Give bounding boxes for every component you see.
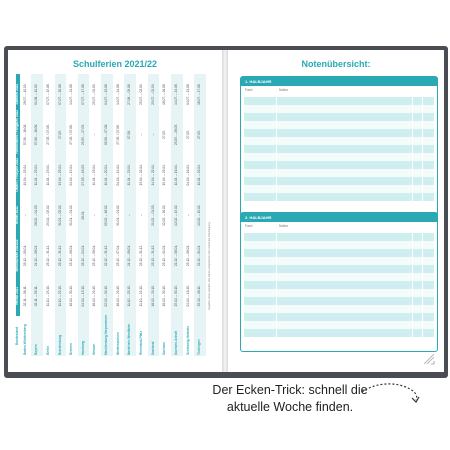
table-row xyxy=(136,74,148,356)
holiday-dates: 23.12. – 31.12. xyxy=(45,244,50,267)
holiday-dates: 21.02. – 01.03. xyxy=(148,195,160,235)
holiday-dates: 02.11. – 05.11. xyxy=(31,276,43,316)
grade-row xyxy=(244,233,434,241)
table-row xyxy=(31,74,43,356)
first-half-heading: 1. HALBJAHR xyxy=(241,77,437,86)
subject-column-label: Fach xyxy=(245,224,253,228)
holiday-dates: 18.07. – 26.08. xyxy=(162,83,167,105)
grade-row xyxy=(244,265,434,273)
holiday-dates: 24.12. – 08.01. xyxy=(124,235,136,275)
grade-row xyxy=(244,329,434,337)
holiday-dates: 18.10. – 29.10. xyxy=(92,285,97,307)
holiday-dates: 11.04. – 20.04. xyxy=(101,155,113,195)
holiday-dates: 04.10. – 16.10. xyxy=(185,285,190,307)
grade-row xyxy=(244,153,434,161)
holiday-dates: 22.12. – 01.01. xyxy=(194,235,206,275)
grade-row xyxy=(244,257,434,265)
holiday-dates: 29.01. – 05.02. xyxy=(45,204,50,226)
state-name: Hessen xyxy=(89,316,101,356)
holiday-dates: 25.07. – 02.09. xyxy=(92,83,97,105)
grade-row xyxy=(244,113,434,121)
holiday-dates: 28.07. – 10.09. xyxy=(22,83,27,105)
holiday-dates: 11.04. – 23.04. xyxy=(45,164,50,186)
holiday-dates: 23.12. – 08.01. xyxy=(185,244,190,267)
column-header: Weihnachten 2021/22 xyxy=(16,235,20,275)
holiday-dates: 23.12. – 31.12. xyxy=(139,244,144,267)
grade-box-second-half xyxy=(240,212,438,352)
holiday-dates: 27.05. / 07.06. xyxy=(69,124,74,145)
state-name: Schleswig-Holstein xyxy=(183,316,195,356)
table-row xyxy=(113,74,125,356)
holiday-dates: 28.02. – 04.03. xyxy=(31,195,43,235)
table-row xyxy=(159,74,171,356)
state-name: Mecklenburg-Vorpommern xyxy=(101,316,113,356)
holiday-dates: 31.01. – 01.02. xyxy=(69,204,74,226)
holiday-dates: 23.12. – 08.01. xyxy=(92,244,97,267)
holiday-dates: 31.01. – 05.02. xyxy=(55,195,67,235)
holiday-dates: 04.10. – 15.10. xyxy=(78,276,90,316)
holiday-dates: 11.04. – 23.04. xyxy=(124,155,136,195)
holiday-dates: – xyxy=(92,133,97,136)
grade-rows xyxy=(244,97,434,211)
holiday-dates: 07.06. – 18.06. xyxy=(22,123,27,146)
holiday-dates: 22.12. – 31.12. xyxy=(101,235,113,275)
holiday-dates: 14.07. – 24.08. xyxy=(69,83,74,105)
holiday-dates: 07.07. – 17.08. xyxy=(78,74,90,114)
holiday-dates: 15.04. – 23.04. xyxy=(162,164,167,186)
table-row xyxy=(171,74,183,356)
holiday-dates: 11.10. – 22.10. xyxy=(139,285,144,307)
holiday-dates: 25.10. – 06.11. xyxy=(194,276,206,316)
holiday-dates: 23.12. – 31.12. xyxy=(55,235,67,275)
state-name: Saarland xyxy=(148,316,160,356)
holiday-dates: 23.05. – 28.05. xyxy=(171,114,183,154)
holiday-dates: 25.07. – 02.09. xyxy=(148,74,160,114)
holiday-dates: 27.05. xyxy=(185,130,190,139)
holiday-dates: 11.10. – 23.10. xyxy=(45,285,50,307)
holiday-dates: – xyxy=(92,214,97,217)
holiday-dates: 11.04. – 23.04. xyxy=(31,155,43,195)
grade-row xyxy=(244,185,434,193)
holiday-dates: 18.10. – 29.10. xyxy=(148,276,160,316)
holidays-title: Schulferien 2021/22 xyxy=(72,59,158,69)
holiday-dates: 13.04. – 22.04. xyxy=(139,164,144,186)
table-row xyxy=(20,74,32,356)
holiday-dates: 11.10. – 23.10. xyxy=(55,276,67,316)
holiday-dates: – xyxy=(139,133,144,136)
column-header: Winter 2022 xyxy=(16,195,20,235)
grade-rows xyxy=(244,233,434,347)
table-row xyxy=(78,74,90,356)
holiday-dates: 11.04. – 22.04. xyxy=(194,155,206,195)
state-name: Berlin xyxy=(43,316,55,356)
holiday-dates: 23.12. – 01.01. xyxy=(162,244,167,267)
holiday-dates: 23.12. – 08.01. xyxy=(69,244,74,267)
holiday-dates: 23.05. – 27.05. xyxy=(78,114,90,154)
grade-row xyxy=(244,121,434,129)
grade-row xyxy=(244,145,434,153)
grade-row xyxy=(244,249,434,257)
holiday-dates: 27.05. xyxy=(55,114,67,154)
holiday-dates: 04.07. – 13.08. xyxy=(101,74,113,114)
holiday-dates: 24.12. – 08.01. xyxy=(31,235,43,275)
grade-row xyxy=(244,241,434,249)
state-name: Nordrhein-Westfalen xyxy=(124,316,136,356)
state-name: Brandenburg xyxy=(55,316,67,356)
grade-row xyxy=(244,273,434,281)
grade-row xyxy=(244,193,434,201)
column-header: Herbst 2021 xyxy=(16,276,20,316)
holiday-dates: 12.02. – 19.02. xyxy=(171,195,183,235)
table-row xyxy=(183,74,195,356)
grades-column-label: Noten xyxy=(279,224,289,228)
state-name: Hamburg xyxy=(78,316,90,356)
grade-row xyxy=(244,129,434,137)
column-header: Ostern / Frühjahr 2022 xyxy=(16,155,20,195)
table-row xyxy=(55,74,67,356)
column-header: Sommer 2022 xyxy=(16,74,20,114)
holiday-dates: 11.04. – 16.04. xyxy=(171,155,183,195)
open-planner xyxy=(4,46,448,378)
holiday-dates: 14.07. – 24.08. xyxy=(115,83,120,105)
state-name: Baden-Württemberg xyxy=(20,316,32,356)
holiday-dates: 14.04. – 22.04. xyxy=(148,155,160,195)
grade-row xyxy=(244,97,434,105)
grade-row xyxy=(244,105,434,113)
holiday-dates: – xyxy=(124,195,136,235)
holiday-dates: 07.07. – 19.08. xyxy=(45,83,50,105)
second-half-heading: 2. HALBJAHR xyxy=(241,213,437,222)
grade-row xyxy=(244,169,434,177)
grade-row xyxy=(244,289,434,297)
holiday-dates: 01.08. – 12.09. xyxy=(31,74,43,114)
holiday-table-wrap xyxy=(16,74,206,356)
holiday-dates: 12.02. – 26.02. xyxy=(162,204,167,226)
grade-row xyxy=(244,297,434,305)
holiday-dates: 07.06. – 18.06. xyxy=(31,114,43,154)
state-name: Sachsen xyxy=(159,316,171,356)
holiday-dates: 19.04. – 23.04. xyxy=(22,164,27,186)
state-name: Thüringen xyxy=(194,316,206,356)
holiday-dates: – xyxy=(22,214,27,217)
holiday-dates: 25.07. – 02.09. xyxy=(139,83,144,105)
holiday-dates: 13.04. – 23.04. xyxy=(55,155,67,195)
grade-row xyxy=(244,177,434,185)
left-page xyxy=(8,50,222,372)
holiday-dates: 04.04. – 16.04. xyxy=(185,164,190,186)
state-name: Sachsen-Anhalt xyxy=(171,316,183,356)
holiday-dates: 18.10. – 30.10. xyxy=(69,285,74,307)
grade-row xyxy=(244,137,434,145)
holiday-dates: – xyxy=(185,214,190,217)
caption xyxy=(200,382,380,416)
corner-trick-icon xyxy=(422,352,436,366)
holiday-dates: 05.02. – 18.02. xyxy=(101,195,113,235)
table-row xyxy=(124,74,136,356)
state-name: Bremen xyxy=(66,316,78,356)
holiday-dates: 18.07. – 27.08. xyxy=(194,74,206,114)
holiday-dates: 11.04. – 23.04. xyxy=(92,164,97,186)
holiday-dates: 28.01. xyxy=(78,195,90,235)
grade-row xyxy=(244,313,434,321)
caption-line-1: Der Ecken-Trick: schnell die xyxy=(212,383,368,397)
grade-box-first-half xyxy=(240,76,438,216)
subject-column-label: Fach xyxy=(245,88,253,92)
holiday-dates: 07.03. – 18.03. xyxy=(78,155,90,195)
holiday-dates: 27.05. / 07.06. xyxy=(115,124,120,145)
holiday-dates: 23.12. – 04.01. xyxy=(78,235,90,275)
state-name: Niedersachsen xyxy=(113,316,125,356)
holiday-dates: 14.07. – 24.08. xyxy=(171,74,183,114)
caption-line-2: aktuelle Woche finden. xyxy=(226,400,354,414)
holiday-dates: 23.12. – 31.12. xyxy=(148,235,160,275)
holiday-dates: 03.06. – 07.06. xyxy=(101,114,113,154)
holiday-dates: 18.10. – 29.10. xyxy=(115,285,120,307)
holiday-dates: 04.04. – 19.04. xyxy=(115,164,120,186)
footnote: Angaben ohne Gewähr. Alle Daten entsprechen dem Stand bei Drucklegung. xyxy=(208,221,211,310)
holiday-dates: 02.10. – 09.10. xyxy=(101,276,113,316)
grade-row xyxy=(244,321,434,329)
holiday-dates: 23.12. – 07.01. xyxy=(115,244,120,267)
holiday-dates: 18.10. – 30.10. xyxy=(162,285,167,307)
holiday-dates: – xyxy=(148,114,160,154)
right-page xyxy=(228,50,444,372)
holiday-dates: – xyxy=(139,214,144,217)
table-row xyxy=(101,74,113,356)
column-header-state: Bundesland xyxy=(16,316,20,356)
holiday-dates: 27.05. / 07.06. xyxy=(45,124,50,145)
table-row xyxy=(66,74,78,356)
holiday-dates: 07.06. xyxy=(124,114,136,154)
table-row xyxy=(43,74,55,356)
state-name: Rheinland-Pfalz xyxy=(136,316,148,356)
holiday-dates: 04.04. – 19.04. xyxy=(69,164,74,186)
grade-row xyxy=(244,305,434,313)
holiday-dates: 27.05. xyxy=(194,114,206,154)
holiday-dates: 04.07. – 13.08. xyxy=(185,83,190,105)
holiday-table xyxy=(16,74,206,356)
curved-arrow-icon xyxy=(356,380,426,408)
holiday-dates: 12.02. – 19.02. xyxy=(194,195,206,235)
grades-title: Notenübersicht: xyxy=(301,59,371,69)
holiday-dates: 11.10. – 23.10. xyxy=(124,276,136,316)
column-header: Himmelfahrt / Pfingsten 2022 xyxy=(15,109,19,154)
holiday-dates: 31.01. – 01.02. xyxy=(115,204,120,226)
holiday-dates: 02.11. – 06.11. xyxy=(22,285,27,307)
state-name: Bayern xyxy=(31,316,43,356)
holiday-dates: 25.10. – 30.10. xyxy=(171,276,183,316)
holiday-dates: 27.05. xyxy=(162,130,167,139)
holiday-dates: 22.12. – 08.01. xyxy=(171,235,183,275)
table-row xyxy=(148,74,160,356)
holiday-dates: 27.06. – 09.08. xyxy=(124,74,136,114)
holiday-dates: 07.07. – 20.08. xyxy=(55,74,67,114)
table-row xyxy=(194,74,206,356)
grade-row xyxy=(244,161,434,169)
table-row xyxy=(89,74,101,356)
grades-column-label: Noten xyxy=(279,88,289,92)
holiday-dates: 23.12. – 08.01. xyxy=(22,244,27,267)
grade-row xyxy=(244,281,434,289)
